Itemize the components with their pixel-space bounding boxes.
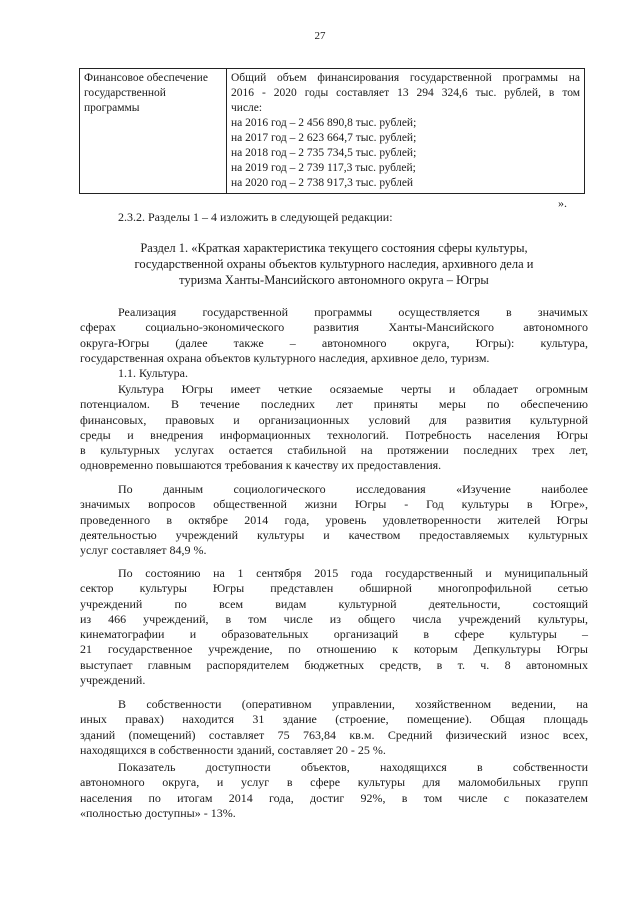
text-line: значимых вопросов общественной жизни Югры - Год культуры в Югре»,: [80, 497, 588, 512]
text-line: сферах социально-экономического развития Ханты-Мансийского автономного: [80, 320, 588, 335]
text-line: финансовых, правовых и организационных условий для развития культурной: [80, 412, 588, 427]
section-title-line: государственной охраны объектов культурного наследия, архивного дела и: [134, 257, 534, 271]
text-line: В собственности (оперативном управлении, хозяйственном ведении, на: [118, 697, 588, 711]
text-line: проведенного в октябре 2014 года, уровень удовлетворенности жителей Югры: [80, 512, 588, 527]
text-line: населения по итогам 2014 года, достиг 92%, в том числе с показателем: [80, 790, 588, 805]
amendment-text: 2.3.2. Разделы 1 – 4 изложить в следующей редакции:: [118, 210, 393, 224]
text-line: государственная охрана объектов культурного наследия, архивное дело, туризм.: [80, 350, 490, 365]
table-row: [80, 69, 585, 194]
table-value-line: на 2017 год – 2 623 664,7 тыс. рублей;: [231, 132, 417, 144]
table-value-line: 2016 - 2020 годы составляет 13 294 324,6 тыс. рублей, в том: [231, 87, 580, 99]
paragraph-culture: [80, 382, 588, 474]
text-line: Показатель доступности объектов, находящихся в собственности: [118, 760, 588, 774]
text-line: потенциалом. В течение последних лет приняты меры по обеспечению: [80, 397, 588, 412]
table-value-line: на 2018 год – 2 735 734,5 тыс. рублей;: [231, 147, 417, 159]
paragraph-property: [80, 697, 588, 758]
paragraph-intro: [80, 305, 588, 381]
text-line: из 466 учреждений, в том числе из общего числа учреждений культуры,: [80, 611, 588, 626]
table-label-line: Финансовое обеспечение: [84, 72, 208, 84]
text-line: деятельностью учреждений культуры и качеством предоставляемых культурных: [80, 527, 588, 542]
text-line: округа-Югры (далее также – автономного округа, Югры): культура,: [80, 335, 588, 350]
text-line: автономного округа, и услуг в сфере культуры для маломобильных групп: [80, 775, 588, 790]
section-title-line: туризма Ханты-Мансийского автономного округа – Югры: [179, 273, 489, 287]
text-line: одновременно повышаются требования к качеству их предоставления.: [80, 458, 442, 473]
table-cell-label: [80, 69, 227, 194]
text-line: зданий (помещений) составляет 75 763,84 кв.м. Средний физический износ всех,: [80, 727, 588, 742]
subheading-culture: 1.1. Культура.: [118, 366, 188, 381]
page-number: 27: [314, 30, 326, 42]
text-line: сектор культуры Югры представлен обширной многопрофильной сетью: [80, 581, 588, 596]
closing-quote: ».: [558, 196, 567, 210]
table-label-line: программы: [84, 102, 140, 114]
text-line: иных правах) находится 31 здание (строение, помещение). Общая площадь: [80, 712, 588, 727]
text-line: Культура Югры имеет четкие осязаемые черты и обладает огромным: [118, 382, 588, 396]
section-title: [80, 240, 588, 288]
table-value-line: на 2016 год – 2 456 890,8 тыс. рублей;: [231, 117, 417, 129]
text-line: 21 государственное учреждение, по отношению к которым Депкультуры Югры: [80, 642, 588, 657]
paragraph-survey: [80, 482, 588, 558]
text-line: По состоянию на 1 сентября 2015 года государственный и муниципальный: [118, 566, 588, 580]
text-line: учреждений по всем видам культурной деятельности, состоящий: [80, 596, 588, 611]
text-line: Реализация государственной программы осуществляется в значимых: [118, 305, 588, 319]
financing-table: [79, 68, 585, 194]
paragraph-network: [80, 566, 588, 688]
table-label-line: государственной: [84, 87, 166, 99]
text-line: кинематографии и образовательных организаций в сфере культуры –: [80, 627, 588, 642]
table-cell-value: [227, 69, 585, 194]
text-line: выступает главным распорядителем бюджетных средств, в т. ч. 8 автономных: [80, 657, 588, 672]
text-line: По данным социологического исследования «Изучение наиболее: [118, 482, 588, 496]
table-value-line: на 2020 год – 2 738 917,3 тыс. рублей: [231, 177, 414, 189]
table-value-line: Общий объем финансирования государственной программы на: [231, 72, 580, 84]
text-line: среды и внедрения информационных технологий. Потребность населения Югры: [80, 427, 588, 442]
text-line: находящихся в собственности зданий, составляет 20 - 25 %.: [80, 742, 386, 757]
table-value-line: числе:: [231, 102, 263, 114]
text-line: в культурных услугах остается стабильной на протяжении последних трех лет,: [80, 443, 588, 458]
section-title-line: Раздел 1. «Краткая характеристика текущего состояния сферы культуры,: [140, 241, 528, 255]
text-line: услуг составляет 84,9 %.: [80, 543, 207, 558]
text-line: учреждений.: [80, 673, 146, 688]
paragraph-accessibility: [80, 760, 588, 821]
table-value-line: на 2019 год – 2 739 117,3 тыс. рублей;: [231, 162, 416, 174]
text-line: «полностью доступны» - 13%.: [80, 805, 236, 820]
